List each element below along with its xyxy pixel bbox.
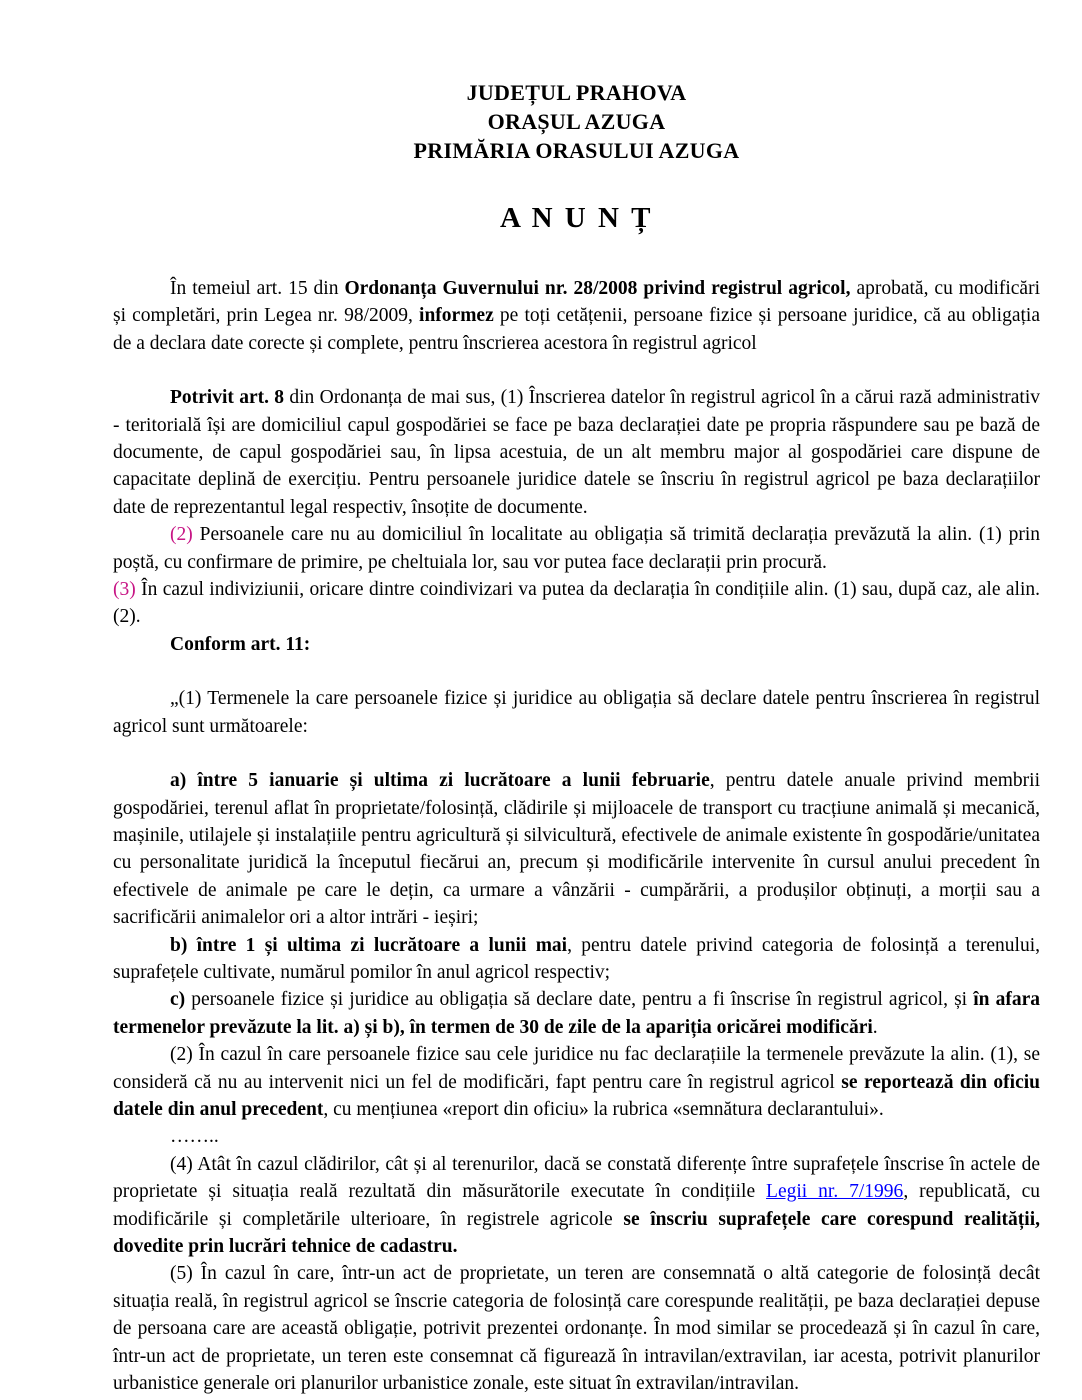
body-text: , pentru datele privind categoria de folosință a terenului, suprafețele cultivate, numărul pomilor în anul agricol respectiv; bbox=[113, 934, 1040, 983]
bold-text: Conform art. 11: bbox=[170, 633, 311, 655]
bold-text: b) între 1 și ultima zi lucrătoare a lunii mai bbox=[170, 934, 568, 956]
paragraph-intro bbox=[113, 275, 1040, 357]
document-header bbox=[113, 78, 1040, 165]
body-text: pe toți cetățenii, persoane fizice și persoane juridice, că au obligația de a declara date corecte și complete, pentru înscrierea acestora în registrul agricol bbox=[113, 305, 1040, 354]
paragraph-alin4 bbox=[113, 1151, 1040, 1261]
body-text: (5) În cazul în care, într-un act de proprietate, un teren are consemnată o altă categorie de folosință decât situația reală, în registrul agricol se înscrie categoria de folosință care corespunde realității, pe baza declarației depuse de persoana care are această obligație, potrivit prezentei ordonanțe. În mod similar se procedează și în cazul în care, într-un act de proprietate, un teren este consemnat că figurează în intravilan/extravilan, iar acesta, potrivit planurilor urbanistice generale ori planurilor urbanistice zonale, este situat în extravilan/intravilan. bbox=[113, 1263, 1040, 1395]
paragraph-ellipsis bbox=[113, 1123, 1040, 1150]
body-text: . bbox=[872, 1016, 878, 1038]
body-text: , cu mențiunea «report din oficiu» la rubrica «semnătura declarantului». bbox=[323, 1098, 884, 1120]
bold-text: se reportează din oficiu datele din anul precedent bbox=[113, 1071, 1041, 1120]
bold-text: c) bbox=[170, 989, 186, 1011]
paragraph-alin5 bbox=[113, 1260, 1040, 1397]
document-body bbox=[113, 275, 1040, 1397]
body-text: , pentru datele anuale privind membrii gospodăriei, terenul aflat în proprietate/folosință, clădirile și mijloacele de transport cu tracțiune animală și mecanică, mașinile, utilajele și instalațiile pentru agricultură și silvicultură, efectivele de animale existente în gospodărie/unitatea cu personalitate juridică la începutul fiecărui an, precum și modificările intervenite în cursul anului precedent în efectivele de animale pe care le dețin, ca urmare a vânzării - cumpărării, a produșilor obținuți, a morții sau a sacrificării animalelor ori a altor intrări - ieșiri; bbox=[113, 770, 1040, 929]
header-county-line: JUDEȚUL PRAHOVA bbox=[466, 80, 687, 105]
paragraph-art11-alin1 bbox=[113, 685, 1040, 740]
body-text: aprobată, cu modificări și completări, prin Legea nr. 98/2009, bbox=[113, 278, 1040, 327]
body-text: , republicată, cu modificările și completările ulterioare, în registrele agricole bbox=[113, 1181, 1040, 1230]
body-text: Persoanele care nu au domiciliul în localitate au obligația să trimită declarația prevăzută la alin. (1) prin poștă, cu confirmare de primire, pe cheltuiala lor, sau vor putea face declarații prin procură. bbox=[113, 524, 1040, 573]
bold-text: informez bbox=[419, 305, 494, 327]
header-town-line: ORAȘUL AZUGA bbox=[487, 109, 666, 134]
bold-text: se înscriu suprafețele care corespund realității, dovedite prin lucrări tehnice de cadastru. bbox=[113, 1208, 1040, 1257]
bold-text: a) între 5 ianuarie și ultima zi lucrătoare a lunii februarie bbox=[170, 770, 710, 792]
body-text: În cazul indiviziunii, oricare dintre coindivizari va putea da declarația în condițiile alin. (1) sau, după caz, ale alin. (2). bbox=[113, 579, 1040, 628]
body-text: din Ordonanța de mai sus, (1) Înscrierea datelor în registrul agricol în a cărui rază administrativ - teritorială își are domiciliul capul gospodăriei se face pe baza declarației date pe propria răspundere sau pe bază de documente, de capul gospodăriei sau, în lipsa acestuia, de un alt membru major al gospodăriei care dispune de capacitate deplină de exercițiu. Pentru persoanele juridice datele se înscriu în registrul agricol pe baza declarațiilor date de reprezentantul legal respectiv, însoțite de documente. bbox=[113, 387, 1040, 518]
paragraph-art8-alin1 bbox=[113, 384, 1040, 521]
body-text: În temeiul art. 15 din bbox=[170, 278, 345, 299]
paragraph-art8-alin3 bbox=[113, 576, 1040, 631]
header-cityhall-line: PRIMĂRIA ORASULUI AZUGA bbox=[413, 138, 740, 163]
body-text: „(1) Termenele la care persoanele fizice și juridice au obligația să declare datele pentru înscrierea în registrul agricol sunt următoarele: bbox=[113, 688, 1040, 737]
bold-text: Potrivit art. 8 bbox=[170, 387, 285, 409]
page-title: A N U N Ț bbox=[499, 202, 653, 234]
body-text: persoanele fizice și juridice au obligația să declare date, pentru a fi înscrise în registrul agricol, și bbox=[185, 989, 974, 1011]
paragraph-art11-alin2 bbox=[113, 1041, 1040, 1123]
paragraph-lit-a bbox=[113, 767, 1040, 931]
paragraph-lit-b bbox=[113, 932, 1040, 987]
red-numeral: (2) bbox=[170, 524, 193, 546]
body-text: (4) Atât în cazul clădirilor, cât și al terenurilor, dacă se constată diferențe între suprafețele înscrise în actele de proprietate și situația reală rezultată din măsurătorile executate în condițiile bbox=[113, 1153, 1040, 1203]
law-7-1996-link[interactable]: Legii nr. 7/1996 bbox=[766, 1181, 904, 1203]
body-text: …….. bbox=[170, 1126, 219, 1148]
red-numeral: (3) bbox=[113, 579, 136, 601]
body-text: (2) În cazul în care persoanele fizice sau cele juridice nu fac declarațiile la termenele prevăzute la alin. (1), se consideră că nu au intervenit nici un fel de modificări, fapt pentru care în registrul agricol bbox=[113, 1044, 1040, 1093]
bold-text: în afara termenelor prevăzute la lit. a) și b), în termen de 30 de zile de la apariția oricărei modificări bbox=[113, 989, 1040, 1038]
paragraph-conform-art11 bbox=[113, 631, 1040, 658]
paragraph-art8-alin2 bbox=[113, 521, 1040, 576]
paragraph-lit-c bbox=[113, 986, 1040, 1041]
bold-text: Ordonanța Guvernului nr. 28/2008 privind registrul agricol, bbox=[344, 278, 851, 299]
